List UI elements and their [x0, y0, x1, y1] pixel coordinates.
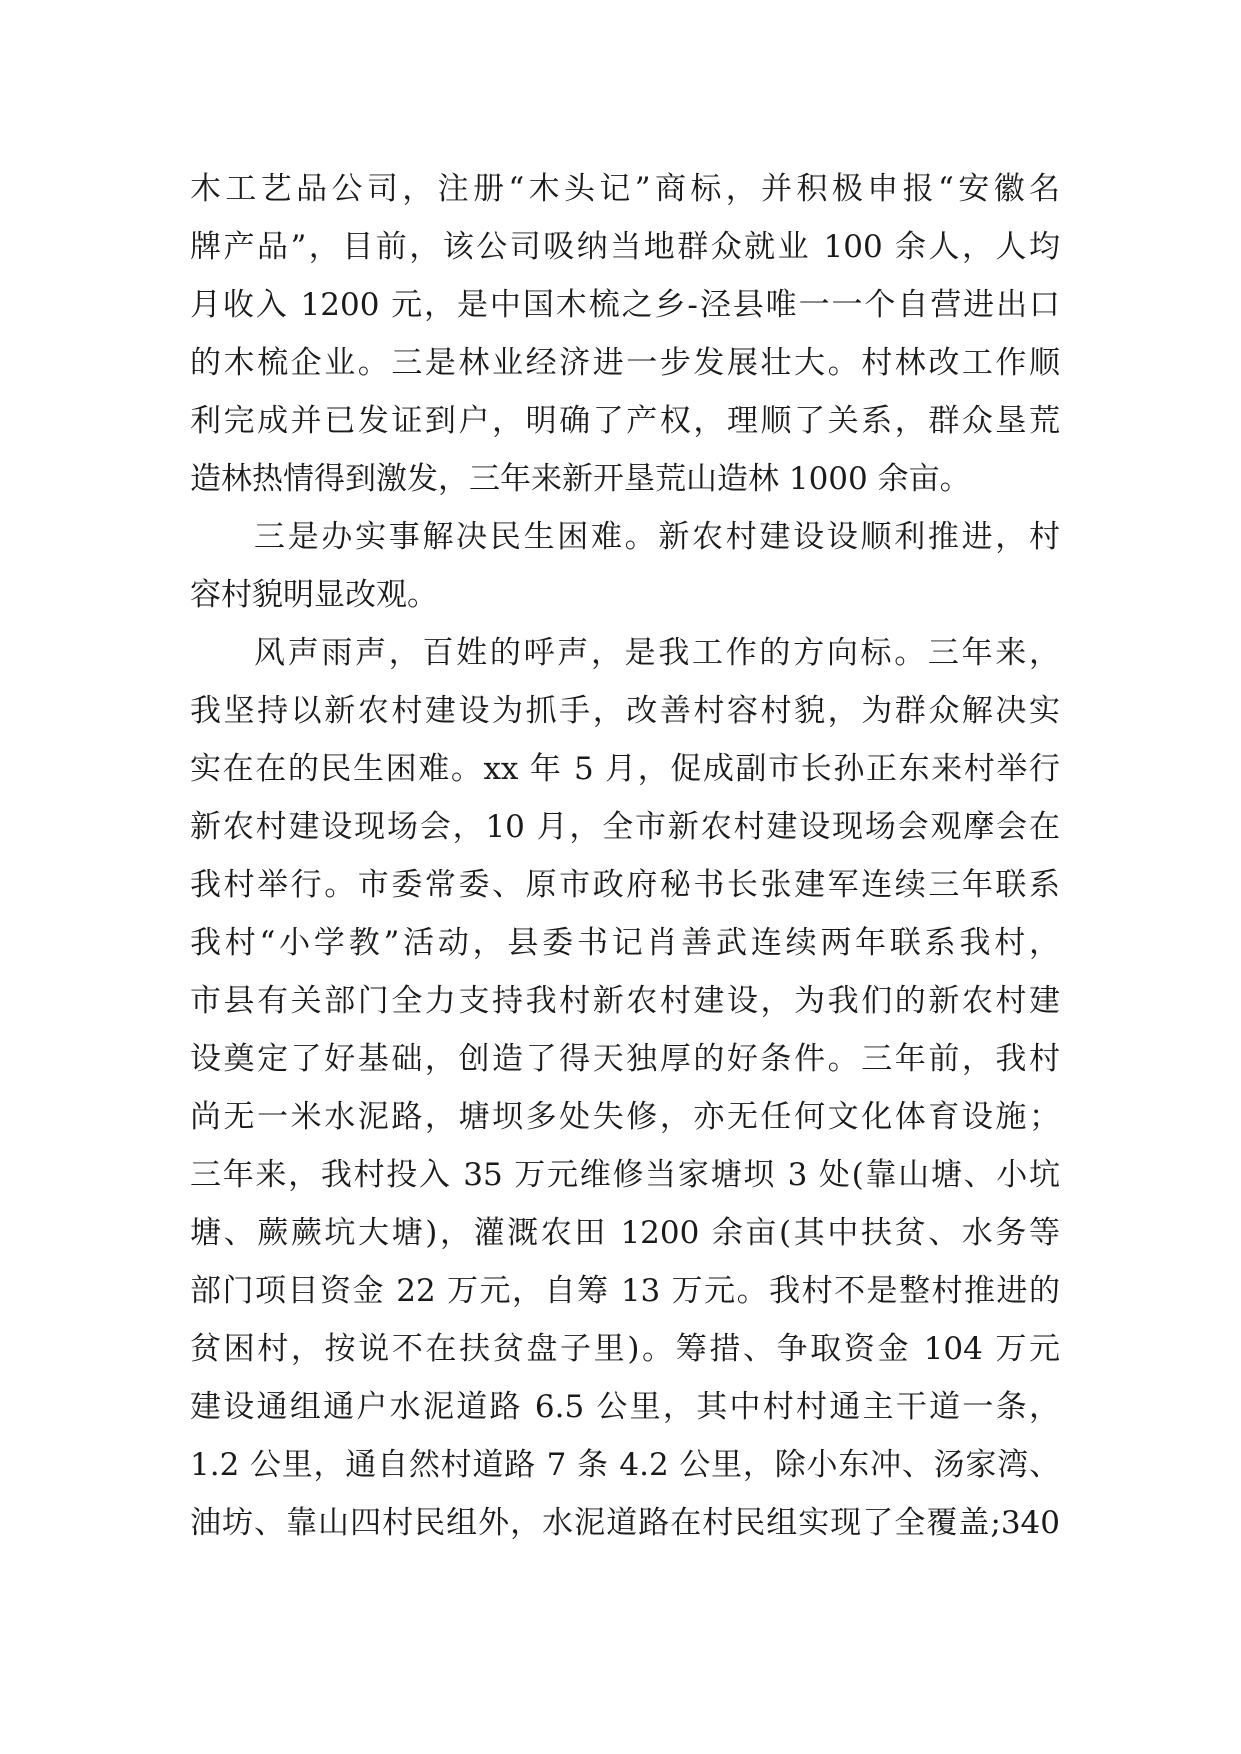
- text-line: 塘、蕨蕨坑大塘)，灌溉农田 1200 余亩(其中扶贫、水务等: [190, 1215, 1060, 1251]
- text-line: 市县有关部门全力支持我村新农村建设，为我们的新农村建: [190, 983, 1060, 1019]
- paragraph-continued: [190, 160, 1060, 508]
- text-line: 三是办实事解决民生困难。新农村建设设顺利推进，村: [254, 519, 1060, 555]
- text-line: 部门项目资金 22 万元，自筹 13 万元。我村不是整村推进的: [190, 1273, 1060, 1309]
- paragraph-livelihood-body: [190, 624, 1060, 1552]
- document-body: [190, 160, 1060, 1552]
- text-line: 三年来，我村投入 35 万元维修当家塘坝 3 处(靠山塘、小坑: [190, 1157, 1060, 1193]
- text-line: 尚无一米水泥路，塘坝多处失修，亦无任何文化体育设施；: [190, 1099, 1060, 1135]
- text-line: 月收入 1200 元，是中国木梳之乡-泾县唯一一个自营进出口: [190, 287, 1060, 323]
- text-line: 实在在的民生困难。xx 年 5 月，促成副市长孙正东来村举行: [190, 751, 1060, 787]
- text-line: 油坊、靠山四村民组外，水泥道路在村民组实现了全覆盖;340: [190, 1505, 1060, 1541]
- text-line: 木工艺品公司，注册“木头记”商标，并积极申报“安徽名: [190, 171, 1060, 207]
- text-line: 风声雨声，百姓的呼声，是我工作的方向标。三年来，: [254, 635, 1060, 671]
- text-line: 容村貌明显改观。: [190, 577, 438, 613]
- text-line: 牌产品”，目前，该公司吸纳当地群众就业 100 余人，人均: [190, 229, 1060, 265]
- text-line: 我坚持以新农村建设为抓手，改善村容村貌，为群众解决实: [190, 693, 1060, 729]
- text-line: 贫困村，按说不在扶贫盘子里)。筹措、争取资金 104 万元: [190, 1331, 1060, 1367]
- text-line: 建设通组通户水泥道路 6.5 公里，其中村村通主干道一条，: [190, 1389, 1060, 1425]
- paragraph-livelihood-heading: [190, 508, 1060, 624]
- text-line: 1.2 公里，通自然村道路 7 条 4.2 公里，除小东冲、汤家湾、: [190, 1447, 1060, 1483]
- text-line: 利完成并已发证到户，明确了产权，理顺了关系，群众垦荒: [190, 403, 1060, 439]
- text-line: 我村“小学教”活动，县委书记肖善武连续两年联系我村，: [190, 925, 1060, 961]
- text-line: 我村举行。市委常委、原市政府秘书长张建军连续三年联系: [190, 867, 1060, 903]
- text-line: 造林热情得到激发，三年来新开垦荒山造林 1000 余亩。: [190, 461, 971, 497]
- text-line: 设奠定了好基础，创造了得天独厚的好条件。三年前，我村: [190, 1041, 1060, 1077]
- text-line: 新农村建设现场会，10 月，全市新农村建设现场会观摩会在: [190, 809, 1060, 845]
- text-line: 的木梳企业。三是林业经济进一步发展壮大。村林改工作顺: [190, 345, 1060, 381]
